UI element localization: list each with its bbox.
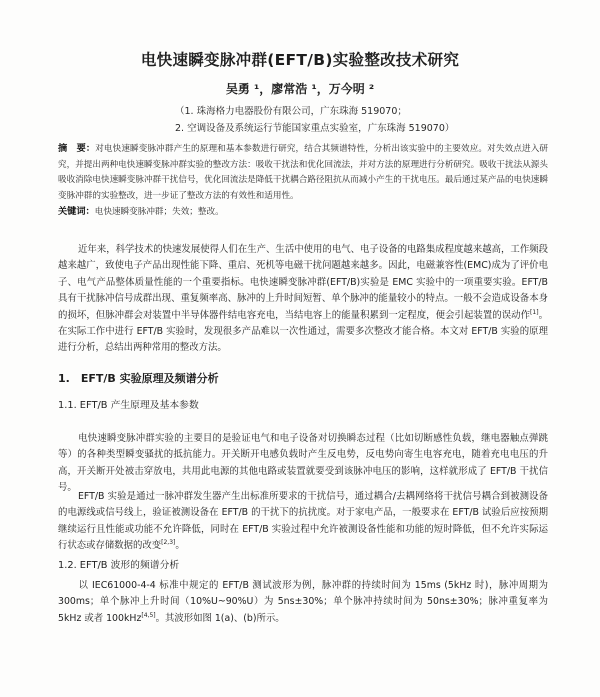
paragraph-tail: 。 bbox=[175, 540, 185, 552]
affiliation-2: 2. 空调设备及系统运行节能国家重点实验室，广东珠海 519070） bbox=[175, 123, 455, 134]
citation-ref: [4,5] bbox=[141, 611, 156, 619]
intro-tail: 。在实际工作中进行 EFT/B 实验时，发现很多产品难以一次性通过，需要多次整改才能合格。本文对 EFT/B 实验的原理进行分析，总结出两种常用的整改方法。 bbox=[58, 309, 548, 354]
paragraph-spectrum bbox=[58, 578, 548, 627]
paragraph-eft-test bbox=[58, 489, 548, 555]
section-heading-1-1: 1.1. EFT/B 产生原理及基本参数 bbox=[58, 400, 199, 411]
authors: 吴勇 ¹，廖常浩 ¹，万今明 ² bbox=[225, 82, 375, 96]
keywords bbox=[58, 205, 548, 219]
affiliation-1: （1. 珠海格力电器股份有限公司，广东珠海 519070； bbox=[175, 106, 407, 117]
paragraph-tail: 。其波形如图 1(a)、(b)所示。 bbox=[155, 612, 285, 624]
abstract-text: 对电快速瞬变脉冲群产生的原理和基本参数进行研究，结合其频谱特性，分析出该实验中的主要效应。对失效点进入研究，并提出两种电快速瞬变脉冲群实验的整改方法：吸收干扰法和优化回流法，并对方法的原理进行分析研究。吸收干扰法从源头吸收消除电快速瞬变脉冲群干扰信号，优化回流法是降低干扰耦合路径阻抗从而减小产生的干扰电压。最后通过某产品的电快速瞬变脉冲群的实验整改，进一步证了整改方法的有效性和适用性。 bbox=[58, 144, 548, 201]
paper-title: 电快速瞬变脉冲群(EFT/B)实验整改技术研究 bbox=[140, 51, 460, 69]
section-heading-1-2: 1.2. EFT/B 波形的频谱分析 bbox=[58, 560, 180, 571]
keywords-label: 关键词： bbox=[58, 206, 95, 217]
intro-paragraph bbox=[58, 242, 548, 357]
abstract bbox=[58, 141, 548, 204]
intro-text: 近年来，科学技术的快速发展使得人们在生产、生活中使用的电气、电子设备的电路集成程度越来越高，工作频段越来越广，致使电子产品出现性能下降、重启、死机等电磁干扰问题越来越多。因此，电磁兼容性(EMC)成为了评价电子、电气产品整体质量性能的一个重要指标。电快速瞬变脉冲群(EFT/B)实验是 EMC 实验中的一项重要实验。EFT/B 具有干扰脉冲信号成群出现、重复频率高、脉冲的上升时间短暂、单个脉冲的能量较小的特点。一般不会造成设备本身的损坏，但脉冲群会对装置中半导体器件结电容充电，当结电容上的能量积累到一定程度，便会引起装置的误动作 bbox=[58, 244, 548, 321]
paragraph-text: 电快速瞬变脉冲群实验的主要目的是验证电气和电子设备对切换瞬态过程（比如切断感性负载，继电器触点弹跳等）的各种类型瞬变骚扰的抵抗能力。开关断开电感负载时产生反电势，反电势向寄生电容充电，随着充电电压的升高，开关断开处被击穿放电，共用此电源的其他电路或装置就要受到该脉冲电压的影响，这样就形成了 EFT/B 干扰信号。 bbox=[58, 433, 548, 494]
paragraph-text: EFT/B 实验是通过一脉冲群发生器产生出标准所要求的干扰信号，通过耦合/去耦网络将干扰信号耦合到被测设备的电源线或信号线上，验证被测设备在 EFT/B 的干扰下的抗扰度。对于家电产品，一般要求在 EFT/B 试验后应按预期继续运行且性能或功能不允许降低，同时在 EFT/B 实验过程中允许被测设备性能和功能的短时降低，但不允许实际运行状态或存储数据的改变 bbox=[58, 491, 548, 552]
abstract-label: 摘 要： bbox=[58, 143, 96, 154]
citation-ref: [2,3] bbox=[161, 539, 176, 547]
paragraph-eft-origin bbox=[58, 431, 548, 497]
section-heading-1: 1. EFT/B 实验原理及频谱分析 bbox=[58, 372, 219, 385]
paragraph-text: 以 IEC61000-4-4 标准中规定的 EFT/B 测试波形为例，脉冲群的持续时间为 15ms (5kHz 时)，脉冲周期为 300ms；单个脉冲上升时间（10%U~90%U）为 5ns±30%；单个脉冲持续时间为 50ns±30%；脉冲重复率为 5kHz 或者 100kHz bbox=[58, 580, 548, 624]
keywords-text: 电快速瞬变脉冲群；失效；整改。 bbox=[94, 207, 224, 217]
citation-ref: [1] bbox=[530, 308, 539, 316]
